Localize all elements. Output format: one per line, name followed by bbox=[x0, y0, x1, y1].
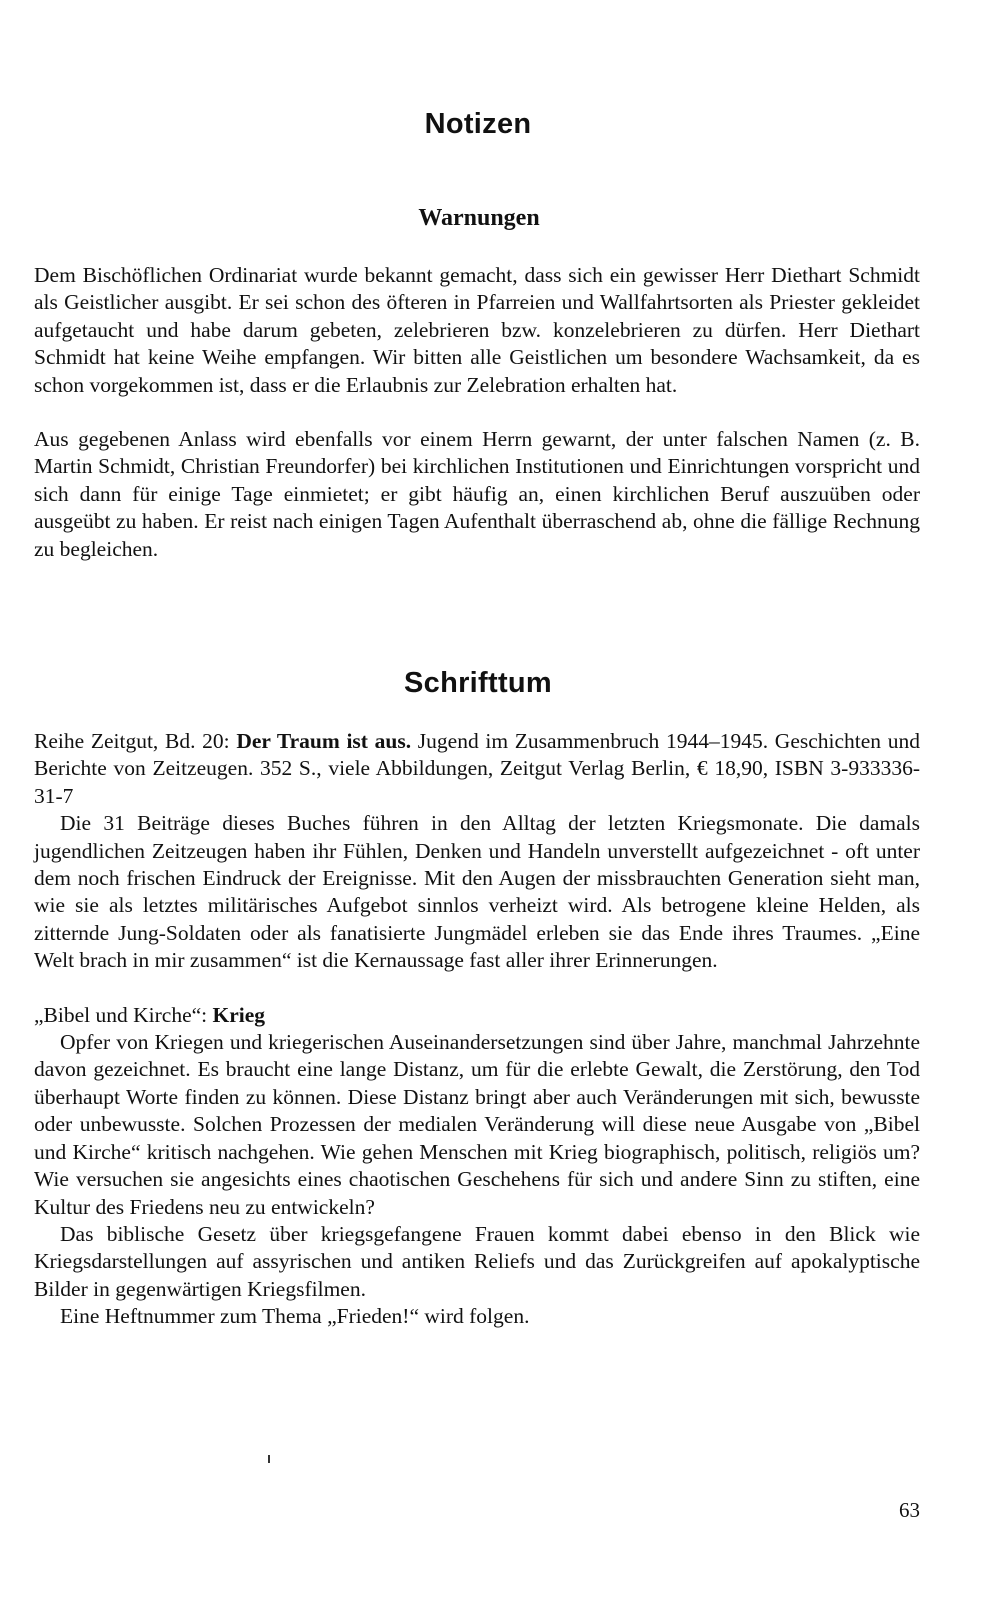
schrifttum-section bbox=[34, 728, 920, 1331]
book2-series: „Bibel und Kirche“: bbox=[34, 1002, 213, 1027]
heading-warnungen: Warnungen bbox=[418, 205, 540, 231]
book1-title: Der Traum ist aus. bbox=[236, 729, 412, 753]
heading-notizen: Notizen bbox=[424, 108, 532, 140]
warning-paragraph-2: Aus gegebenen Anlass wird ebenfalls vor einem Herrn gewarnt, der unter falschen Namen (z. B. Martin Schmidt, Christian Freundorfer) bei kirchlichen Institutionen und Einrichtungen vorspricht und sich dann für einige Tage einmietet; er gibt häufig an, einen kirchlichen Beruf auszuüben oder ausgeübt zu haben. Er reist nach einigen Tagen Aufenthalt überraschend ab, ohne die fällige Rechnung zu begleichen. bbox=[34, 427, 920, 561]
book2-title: Krieg bbox=[212, 1002, 266, 1027]
heading-schrifttum: Schrifttum bbox=[404, 667, 552, 699]
book2-paragraph-1: Opfer von Kriegen und kriegerischen Auseinandersetzungen sind über Jahre, manchmal Jahrzehnte davon gezeichnet. Es braucht eine lange Distanz, um für die erlebte Gewalt, die Zerstörung, den Tod überhaupt Worte finden zu können. Diese Distanz bringt aber auch Veränderungen mit sich, bewusste oder unbewusste. Solchen Prozessen der medialen Veränderung will diese neue Ausgabe von „Bibel und Kirche“ kritisch nachgehen. Wie gehen Menschen mit Krieg biographisch, politisch, religiös um? Wie versuchen sie angesichts eines chaotischen Geschehens für sich und andere Sinn zu stiften, eine Kultur des Friedens neu zu entwickeln? bbox=[34, 1030, 920, 1219]
book1-review: Die 31 Beiträge dieses Buches führen in den Alltag der letzten Kriegsmonate. Die damals jugendlichen Zeitzeugen haben ihr Fühlen, Denken und Handeln unverstellt aufgezeichnet - oft unter dem noch frischen Eindruck der Ereignisse. Mit den Augen der missbrauchten Generation sieht man, wie sie als letztes militärisches Aufgebot sinnlos verheizt wird. Als betrogene kleine Helden, als zitternde Jung-Soldaten oder als fanatisierte Jungmädel erleben sie das Ende ihres Traumes. „Eine Welt brach in mir zusammen“ ist die Kernaussage fast aller ihrer Erinnerungen. bbox=[34, 811, 920, 973]
book1-citation bbox=[34, 728, 920, 810]
book2-paragraph-3: Eine Heftnummer zum Thema „Frieden!“ wird folgen. bbox=[60, 1304, 530, 1329]
page-number: 63 bbox=[899, 1498, 920, 1522]
scan-speck bbox=[268, 1455, 270, 1463]
book2-citation bbox=[34, 1002, 920, 1029]
book1-series: Reihe Zeitgut, Bd. 20: bbox=[34, 729, 237, 753]
warning-paragraph-1: Dem Bischöflichen Ordinariat wurde bekannt gemacht, dass sich ein gewisser Herr Diethart Schmidt als Geistlicher ausgibt. Er sei schon des öfteren in Pfarreien und Wallfahrtsorten als Priester gekleidet aufgetaucht und habe darum gebeten, zelebrieren bzw. konzelebrieren zu dürfen. Herr Diethart Schmidt hat keine Weihe empfangen. Wir bitten alle Geistlichen um besondere Wachsamkeit, da es schon vorgekommen ist, dass er die Erlaubnis zur Zelebration erhalten hat. bbox=[34, 263, 920, 397]
book2-paragraph-2: Das biblische Gesetz über kriegsgefangene Frauen kommt dabei ebenso in den Blick wie Kriegsdarstellungen auf assyrischen und antiken Reliefs und das Zurückgreifen auf apokalyptische Bilder in gegenwärtigen Kriegsfilmen. bbox=[34, 1221, 920, 1301]
warnungen-section bbox=[34, 262, 920, 563]
book1-details: Jugend im Zusammenbruch 1944–1945. Geschichten und Berichte von Zeitzeugen. 352 S., viele Abbildungen, Zeitgut Verlag Berlin, € 18,90, ISBN 3-933336-31-7 bbox=[34, 729, 920, 808]
